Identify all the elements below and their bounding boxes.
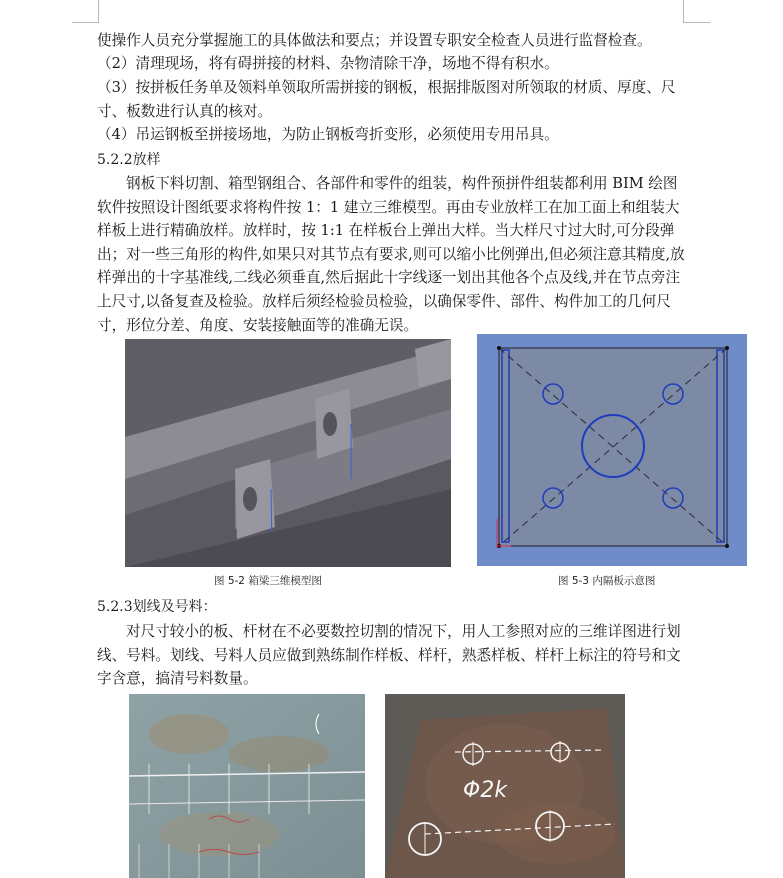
photo-2-handwritten-label: Φ2k (463, 778, 508, 803)
steel-plate-marking-photo-1 (129, 694, 365, 878)
steel-plate-marking-photo-2-image (385, 694, 625, 878)
list-item-2: （2）清理现场，将有碍拼接的材料、杂物清除干净，场地不得有积水。 (97, 55, 559, 72)
list-item-4: （4）吊运钢板至拼接场地，为防止钢板弯折变形，必须使用专用吊具。 (97, 126, 559, 143)
paragraph-marking: 对尺寸较小的板、杆材在不必要数控切割的情况下，用人工参照对应的三维详图进行划线、号料。划线、号料人员应做到熟练制作样板、样杆，熟悉样板、样杆上标注的符号和文字含意，搞清号料数量。 (97, 623, 681, 688)
figure-5-3-caption: 图 5-3 内隔板示意图 (558, 575, 656, 587)
section-heading-5-2-2: 5.2.2放样 (97, 152, 161, 168)
steel-plate-marking-photo-1-image (129, 694, 365, 878)
list-item-3: （3）按拼板任务单及领料单领取所需拼接的钢板，根据排版图对所领取的材质、厚度、尺寸、板数进行认真的核对。 (97, 79, 676, 120)
page-corner-mark-top-right (683, 0, 710, 23)
box-girder-3d-model-drawing (125, 339, 451, 567)
section-heading-5-2-3: 5.2.3划线及号料： (97, 599, 217, 615)
page-corner-mark-top-left (72, 0, 99, 23)
box-girder-3d-model-figure (125, 339, 451, 567)
paragraph-continued: 使操作人员充分掌握施工的具体做法和要点；并设置专职安全检查人员进行监督检查。 (97, 32, 652, 49)
inner-diaphragm-schematic-figure (477, 334, 747, 566)
steel-plate-marking-photo-2 (385, 694, 625, 878)
figure-5-2-caption: 图 5-2 箱梁三维模型图 (214, 575, 322, 587)
inner-diaphragm-schematic-drawing (477, 334, 747, 566)
paragraph-layout: 钢板下料切割、箱型钢组合、各部件和零件的组装，构件预拼件组装都利用 BIM 绘图软件按照设计图纸要求将构件按 1：1 建立三维模型。再由专业放样工在加工面上和组装大样板上进行精确放样。放样时，按 1:1 在样板台上弹出大样。当大样尺寸过大时,可分段弹出；对一些三角形的构件,如果只对其节点有要求,则可以缩小比例弹出,但必须注意其精度,放样弹出的十字基准线,二线必须垂直,然后据此十字线逐一划出其他各个点及线,并在节点旁注上尺寸,以备复查及检验。放样后须经检验员检验，以确保零件、部件、构件加工的几何尺寸，形位分差、角度、安装接触面等的准确无误。 (97, 175, 685, 334)
